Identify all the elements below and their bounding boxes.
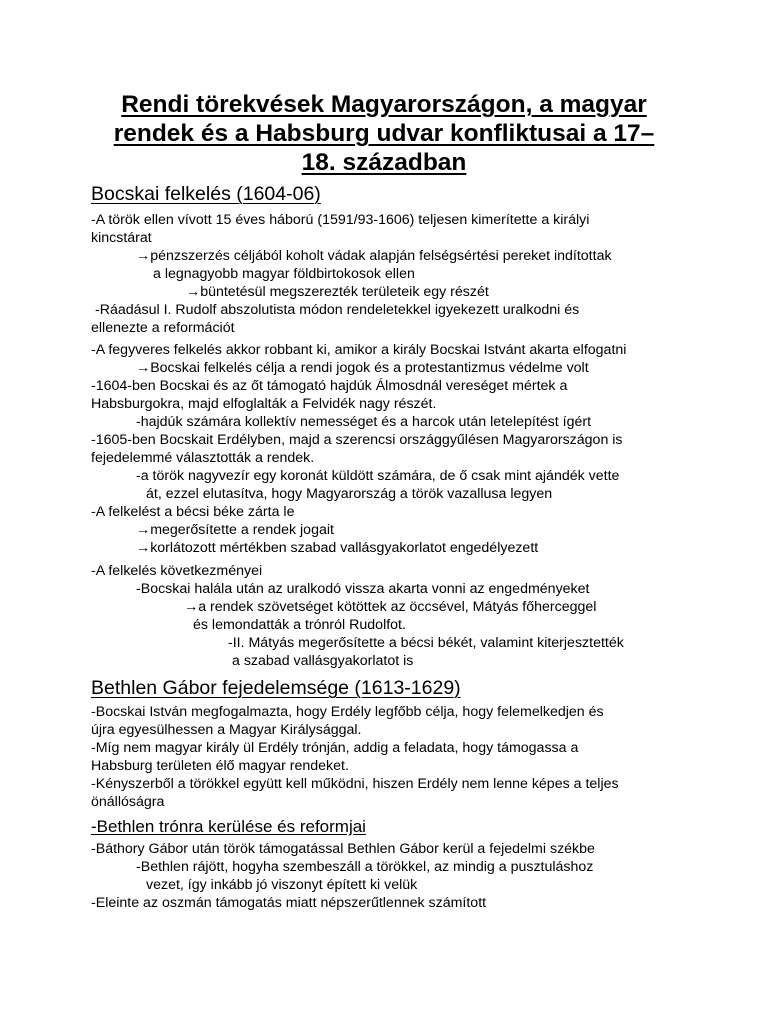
text-line: -A felkelés következményei [91,563,263,579]
text-line: →korlátozott mértékben szabad vallásgyakorlatot engedélyezett [136,540,539,556]
text-line: Habsburg területen élő magyar rendeket. [91,758,349,774]
text-line: -Míg nem magyar király ül Erdély trónján, addig a feladata, hogy támogassa a [91,740,579,756]
section-heading-bocskai: Bocskai felkelés (1604-06) [91,183,321,205]
text-line: →a rendek szövetséget kötöttek az öccsével, Mátyás főherceggel [184,599,597,615]
text-line: -Kényszerből a törökkel együtt kell működni, hiszen Erdély nem lenne képes a teljes [91,776,619,792]
text-line: -Bocskai halála után az uralkodó vissza akarta vonni az engedményeket [136,581,590,597]
text-line: és lemondatták a trónról Rudolfot. [193,617,406,633]
title-line-2: rendek és a Habsburg udvar konfliktusai a 17– [113,120,655,147]
text-line: -Eleinte az oszmán támogatás miatt népszerűtlennek számított [91,895,487,911]
text-line: →pénzszerzés céljából koholt vádak alapján felségsértési pereket indítottak [136,248,612,264]
text-line: -Bocskai István megfogalmazta, hogy Erdély legfőbb célja, hogy felemelkedjen és [91,704,604,720]
section-heading-bethlen: Bethlen Gábor fejedelemsége (1613-1629) [91,677,461,699]
text-line: fejedelemmé választották a rendek. [91,450,315,466]
text-line: -a török nagyvezír egy koronát küldött számára, de ő csak mint ajándék vette [136,468,620,484]
text-line: a legnagyobb magyar földbirtokosok ellen [153,266,415,282]
text-line: -1605-ben Bocskait Erdélyben, majd a szerencsi országgyűlésen Magyarországon is [91,432,623,448]
text-line: vezet, így inkább jó viszonyt épített ki velük [146,877,418,893]
text-line: át, ezzel elutasítva, hogy Magyarország a török vazallusa legyen [146,486,553,502]
text-line: ellenezte a reformációt [91,320,235,336]
text-line: -Ráadásul I. Rudolf abszolutista módon rendeletekkel igyekezett uralkodni és [95,302,580,318]
text-line: →Bocskai felkelés célja a rendi jogok és a protestantizmus védelme volt [136,360,589,376]
text-line: -A fegyveres felkelés akkor robbant ki, amikor a király Bocskai Istvánt akarta elfogatni [91,342,627,358]
subsection-heading: -Bethlen trónra kerülése és reformjai [91,817,366,836]
title-line-3: 18. században [301,149,467,176]
text-line: a szabad vallásgyakorlatot is [232,653,414,669]
text-line: -II. Mátyás megerősítette a bécsi békét, valamint kiterjesztették [228,635,624,651]
text-line: -1604-ben Bocskai és az őt támogató hajdúk Álmosdnál vereséget mértek a [91,378,568,394]
text-line: Habsburgokra, majd elfoglalták a Felvidék nagy részét. [91,396,437,412]
text-line: kincstárat [91,230,152,246]
text-line: -Bethlen rájött, hogyha szembeszáll a törökkel, az mindig a pusztuláshoz [136,859,594,875]
text-line: önállóságra [91,794,165,810]
title-line-1: Rendi törekvések Magyarországon, a magyar [121,91,647,118]
text-line: →megerősítette a rendek jogait [136,522,334,538]
text-line: újra egyesülhessen a Magyar Királysággal. [91,722,362,738]
text-line: -hajdúk számára kollektív nemességet és a harcok után letelepítést ígért [136,414,592,430]
text-line: -Báthory Gábor után török támogatással Bethlen Gábor kerül a fejedelmi székbe [91,841,595,857]
page-title [84,90,684,177]
text-line: -A török ellen vívott 15 éves háború (1591/93-1606) teljesen kimerítette a királyi [91,212,590,228]
text-line: →büntetésül megszerezték területeik egy részét [186,284,489,300]
text-line: -A felkelést a bécsi béke zárta le [91,504,295,520]
